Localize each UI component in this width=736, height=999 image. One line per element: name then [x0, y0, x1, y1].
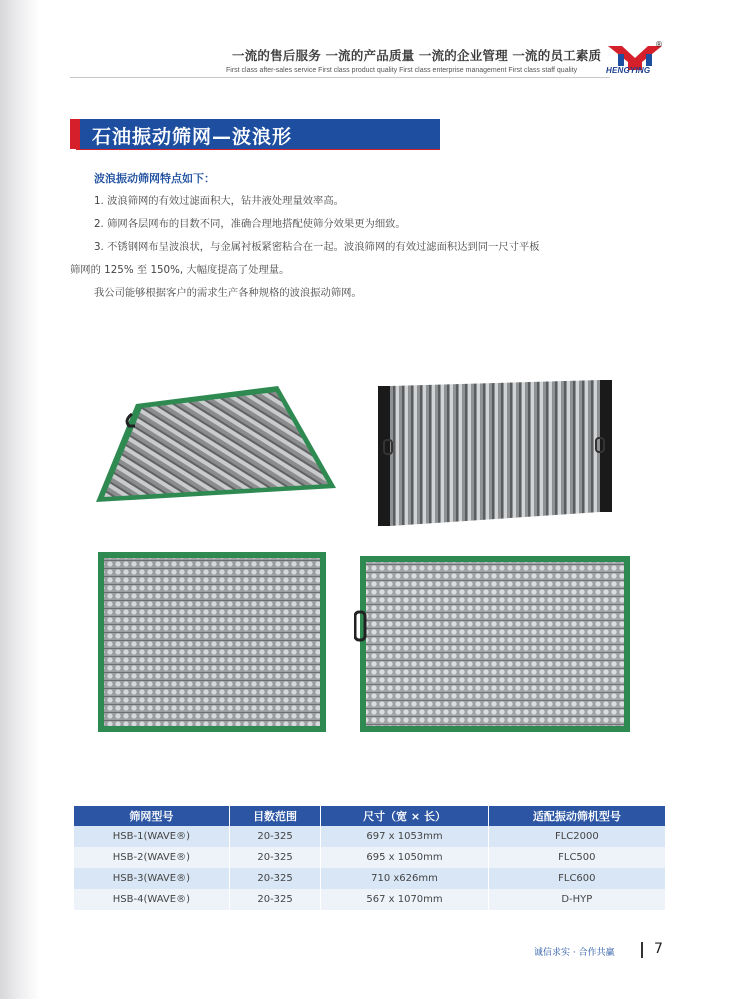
header-slogan-cn: 一流的售后服务 一流的产品质量 一流的企业管理 一流的员工素质 [232, 48, 602, 63]
footer-separator [641, 942, 643, 958]
cell-mesh-range: 20-325 [229, 826, 321, 847]
registered-mark: ® [655, 40, 663, 49]
section-title: 石油振动筛网—波浪形 [92, 126, 293, 148]
cell-model: HSB-2(WAVE®) [74, 847, 229, 868]
feature-summary: 我公司能够根据客户的需求生产各种规格的波浪振动筛网。 [94, 287, 362, 299]
table-row [74, 889, 666, 910]
cell-shaker-model: FLC2000 [488, 826, 665, 847]
cell-size: 567 x 1070mm [321, 889, 488, 910]
section-title-underline [76, 149, 440, 150]
header-mesh-range: 目数范围 [229, 806, 321, 826]
wave-screen-photo-2 [378, 380, 614, 528]
cell-model: HSB-4(WAVE®) [74, 889, 229, 910]
cell-mesh-range: 20-325 [229, 847, 321, 868]
cell-size: 710 x626mm [321, 868, 488, 889]
page-edge-shadow [0, 0, 40, 999]
feature-item-2: 2. 筛网各层网布的目数不同，准确合理地搭配使筛分效果更为细致。 [94, 218, 406, 230]
header-size: 尺寸（宽 × 长） [321, 806, 488, 826]
feature-item-3-cont: 筛网的 125% 至 150%, 大幅度提高了处理量。 [70, 264, 290, 276]
cell-mesh-range: 20-325 [229, 889, 321, 910]
table-row [74, 868, 666, 889]
cell-mesh-range: 20-325 [229, 868, 321, 889]
table-header-row [74, 806, 666, 826]
feature-item-3: 3. 不锈钢网布呈波浪状，与金属衬板紧密粘合在一起。波浪筛网的有效过滤面积达到同一尺寸平板 [94, 241, 540, 253]
features-heading: 波浪振动筛网特点如下： [94, 172, 215, 185]
header-model: 筛网型号 [74, 806, 229, 826]
cell-model: HSB-3(WAVE®) [74, 868, 229, 889]
feature-item-1: 1. 波浪筛网的有效过滤面积大，钻井液处理量效率高。 [94, 195, 344, 207]
cell-size: 697 x 1053mm [321, 826, 488, 847]
footer-slogan: 诚信求实 · 合作共赢 [534, 948, 615, 958]
page-number: 7 [654, 941, 663, 957]
cell-model: HSB-1(WAVE®) [74, 826, 229, 847]
section-title-accent [70, 119, 80, 149]
wave-screen-photo-1 [88, 380, 343, 510]
spec-table [74, 806, 666, 910]
cell-shaker-model: FLC500 [488, 847, 665, 868]
cell-shaker-model: D-HYP [488, 889, 665, 910]
wave-screen-photo-3 [98, 552, 326, 732]
wave-screen-photo-4 [354, 556, 634, 734]
table-row [74, 847, 666, 868]
header-shaker-model: 适配振动筛机型号 [488, 806, 665, 826]
header-divider [70, 77, 610, 78]
logo-wordmark: HENGYING [606, 66, 651, 75]
cell-size: 695 x 1050mm [321, 847, 488, 868]
cell-shaker-model: FLC600 [488, 868, 665, 889]
table-row [74, 826, 666, 847]
header-slogan-en: First class after-sales service First class product quality First class enterprise management First class staff quality [226, 67, 578, 74]
